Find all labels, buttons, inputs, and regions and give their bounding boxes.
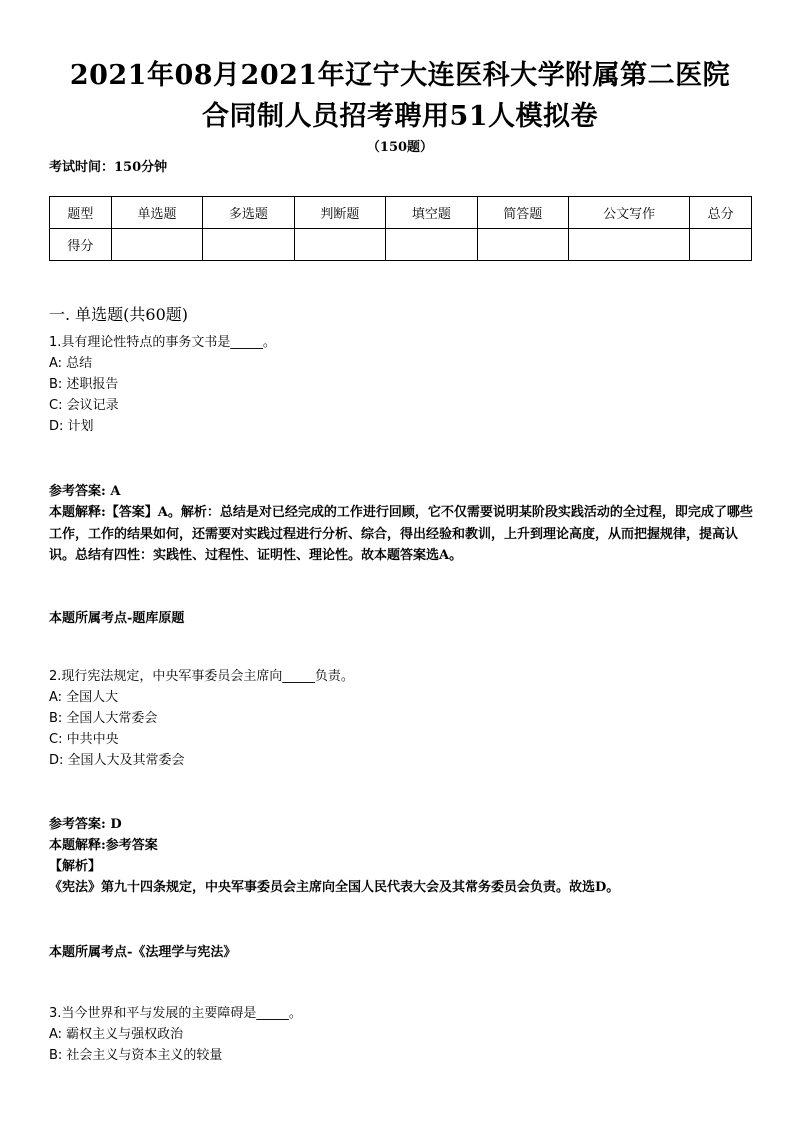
topic-2 [49, 942, 759, 963]
explanation-label: 本题解释:参考答案 [49, 838, 158, 853]
score-table-cell: 公文写作 [569, 197, 690, 229]
score-table-cell: 判断题 [294, 197, 385, 229]
score-table-score-row [50, 229, 752, 261]
option-b: B: 述职报告 [49, 377, 119, 392]
option-d: D: 全国人大及其常委会 [49, 753, 185, 768]
question-1 [49, 332, 759, 437]
score-input-cell[interactable] [477, 229, 568, 261]
score-table-cell: 题型 [50, 197, 112, 229]
score-input-cell[interactable] [294, 229, 385, 261]
option-b: B: 全国人大常委会 [49, 711, 158, 726]
score-input-cell[interactable] [111, 229, 202, 261]
question-2 [49, 666, 759, 771]
exam-time: 考试时间：150分钟 [49, 160, 168, 175]
option-a: A: 全国人大 [49, 690, 119, 705]
question-count: （150题） [366, 140, 434, 155]
topic-1 [49, 608, 759, 629]
score-input-cell[interactable] [690, 229, 752, 261]
reference-answer: 参考答案: A [49, 484, 121, 499]
option-c: C: 会议记录 [49, 398, 119, 413]
option-d: D: 计划 [49, 419, 94, 434]
option-b: B: 社会主义与资本主义的较量 [49, 1048, 223, 1063]
section-title: 一. 单选题(共60题) [49, 305, 189, 324]
answer-explanation: 《宪法》第九十四条规定，中央军事委员会主席向全国人民代表大会及其常务委员会负责。故选D。 [49, 880, 620, 895]
score-table-cell: 多选题 [203, 197, 294, 229]
score-table-cell: 简答题 [477, 197, 568, 229]
question-topic: 本题所属考点-《法理学与宪法》 [49, 945, 237, 960]
question-3 [49, 1003, 759, 1066]
option-c: C: 中共中央 [49, 732, 119, 747]
score-input-cell[interactable] [569, 229, 690, 261]
score-table [49, 196, 752, 261]
score-row-label: 得分 [50, 229, 112, 261]
score-table-cell: 单选题 [111, 197, 202, 229]
answer-1 [49, 481, 759, 567]
answer-2 [49, 814, 759, 899]
score-input-cell[interactable] [203, 229, 294, 261]
option-a: A: 总结 [49, 356, 93, 371]
option-a: A: 霸权主义与强权政治 [49, 1027, 184, 1042]
analysis-tag: 【解析】 [49, 859, 102, 874]
document-title-line-1: 2021年08月2021年辽宁大连医科大学附属第二医院 [69, 60, 731, 91]
document-title-line-2: 合同制人员招考聘用51人模拟卷 [201, 101, 599, 132]
question-stem: 3.当今世界和平与发展的主要障碍是_____。 [49, 1006, 302, 1021]
score-table-header-row [50, 197, 752, 229]
score-table-cell: 填空题 [386, 197, 477, 229]
question-stem: 2.现行宪法规定，中央军事委员会主席向_____负责。 [49, 669, 354, 684]
score-table-cell: 总分 [690, 197, 752, 229]
score-input-cell[interactable] [386, 229, 477, 261]
answer-explanation: 本题解释:【答案】A。解析：总结是对已经完成的工作进行回顾，它不仅需要说明某阶段实践活动的全过程，即完成了哪些工作，工作的结果如何，还需要对实践过程进行分析、综合，得出经验和教训，上升到理论高度，从而把握规律，提高认识。总结有四性：实践性、过程性、证明性、理论性。故本题答案选A。 [49, 505, 753, 563]
question-topic: 本题所属考点-题库原题 [49, 611, 185, 626]
question-stem: 1.具有理论性特点的事务文书是_____。 [49, 335, 276, 350]
reference-answer: 参考答案: D [49, 817, 122, 832]
